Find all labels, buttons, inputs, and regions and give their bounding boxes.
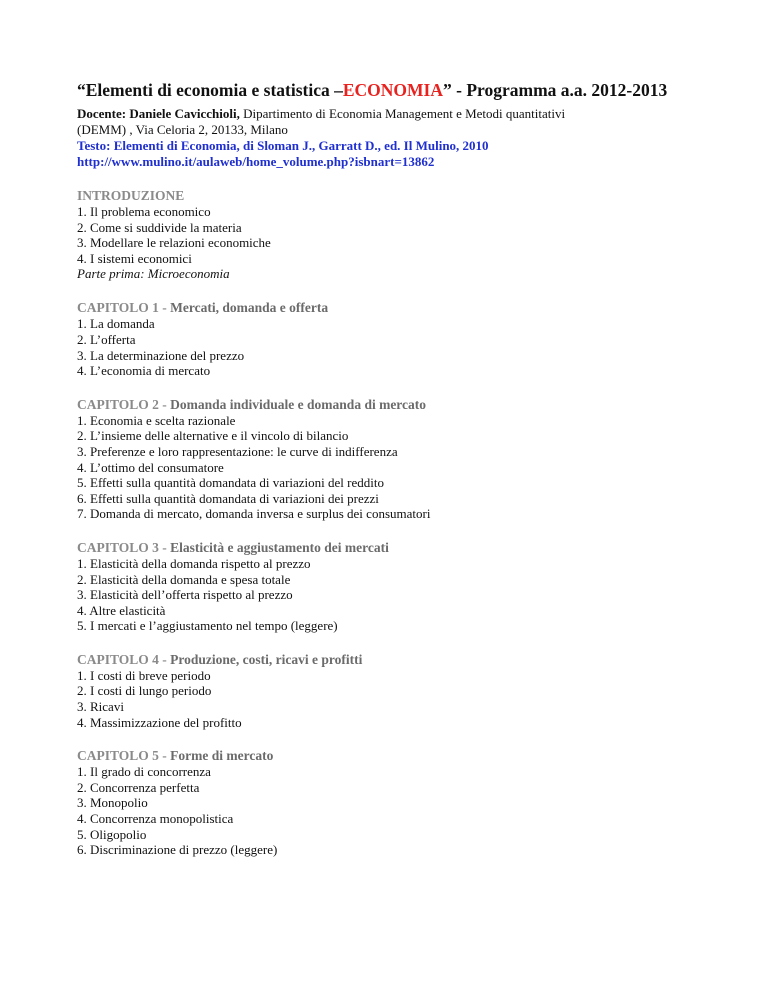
title-text-start: “Elementi di economia e statistica – xyxy=(77,80,343,100)
chapter-title: Elasticità e aggiustamento dei mercati xyxy=(170,539,389,555)
list-item: 5. Effetti sulla quantità domandata di variazioni del reddito xyxy=(77,475,384,491)
chapter-heading xyxy=(77,396,717,413)
intro-list xyxy=(77,204,717,266)
list-item: 1. I costi di breve periodo xyxy=(77,667,211,683)
list-item: 2. L’offerta xyxy=(77,331,136,347)
intro-section xyxy=(77,187,717,282)
list-item: 4. L’ottimo del consumatore xyxy=(77,459,224,475)
docente-line xyxy=(77,106,717,122)
textbook-reference: Testo: Elementi di Economia, di Sloman J., Garratt D., ed. Il Mulino, 2010 xyxy=(77,138,489,153)
list-item: 1. Il problema economico xyxy=(77,204,211,219)
document-page xyxy=(77,80,717,858)
list-item: 3. La determinazione del prezzo xyxy=(77,347,245,363)
chapter-topic-list xyxy=(77,413,717,522)
list-item: 3. Modellare le relazioni economiche xyxy=(77,235,271,251)
part-heading: Parte prima: Microeconomia xyxy=(77,266,230,282)
list-item: 1. Elasticità della domanda rispetto al prezzo xyxy=(77,555,311,571)
list-item: 6. Effetti sulla quantità domandata di variazioni dei prezzi xyxy=(77,490,379,506)
list-item: 2. Come si suddivide la materia xyxy=(77,219,242,235)
list-item: 2. Concorrenza perfetta xyxy=(77,779,200,795)
list-item: 2. L’insieme delle alternative e il vincolo di bilancio xyxy=(77,428,349,444)
list-item: 2. Elasticità della domanda e spesa totale xyxy=(77,571,291,587)
chapter-separator: - xyxy=(158,539,171,555)
list-item: 4. I sistemi economici xyxy=(77,250,192,266)
chapter-topic-list xyxy=(77,556,717,634)
list-item: 4. L’economia di mercato xyxy=(77,363,211,379)
chapter-heading xyxy=(77,299,717,316)
chapter-number: CAPITOLO 2 xyxy=(77,396,159,412)
chapter-title: Forme di mercato xyxy=(170,748,274,764)
list-item: 4. Concorrenza monopolistica xyxy=(77,811,234,827)
chapter-section xyxy=(77,747,717,858)
chapter-separator: - xyxy=(158,300,171,316)
chapter-number: CAPITOLO 1 xyxy=(77,300,159,316)
chapter-title: Produzione, costi, ricavi e profitti xyxy=(170,651,363,667)
list-item: 4. Altre elasticità xyxy=(77,602,166,618)
chapter-section xyxy=(77,299,717,378)
list-item: 1. Il grado di concorrenza xyxy=(77,764,211,780)
chapter-number: CAPITOLO 4 xyxy=(77,651,159,667)
document-title xyxy=(77,80,717,101)
list-item: 3. Preferenze e loro rappresentazione: le curve di indifferenza xyxy=(77,443,398,459)
chapter-heading xyxy=(77,747,717,764)
list-item: 1. La domanda xyxy=(77,316,155,332)
chapter-topic-list xyxy=(77,316,717,378)
list-item: 5. Oligopolio xyxy=(77,826,147,842)
list-item: 5. I mercati e l’aggiustamento nel tempo (leggere) xyxy=(77,618,338,634)
chapter-section xyxy=(77,396,717,522)
docente-info-1: Dipartimento di Economia Management e Metodi quantitativi xyxy=(239,106,566,121)
textbook-link[interactable]: http://www.mulino.it/aulaweb/home_volume.php?isbnart=13862 xyxy=(77,154,435,169)
chapter-section xyxy=(77,651,717,730)
chapter-title: Mercati, domanda e offerta xyxy=(170,300,329,316)
docente-label: Docente: Daniele Cavicchioli, xyxy=(77,106,240,121)
list-item: 6. Discriminazione di prezzo (leggere) xyxy=(77,842,278,858)
chapter-title: Domanda individuale e domanda di mercato xyxy=(170,396,427,412)
title-highlight: ECONOMIA xyxy=(342,80,443,100)
chapter-heading xyxy=(77,539,717,556)
chapter-separator: - xyxy=(158,396,171,412)
list-item: 7. Domanda di mercato, domanda inversa e surplus dei consumatori xyxy=(77,506,431,522)
chapter-separator: - xyxy=(158,748,171,764)
list-item: 3. Ricavi xyxy=(77,699,124,715)
chapter-heading xyxy=(77,651,717,668)
chapter-separator: - xyxy=(158,651,171,667)
list-item: 1. Economia e scelta razionale xyxy=(77,412,236,428)
chapter-section xyxy=(77,539,717,634)
chapter-topic-list xyxy=(77,668,717,730)
list-item: 4. Massimizzazione del profitto xyxy=(77,714,242,730)
chapter-topic-list xyxy=(77,764,717,858)
chapter-number: CAPITOLO 3 xyxy=(77,539,159,555)
chapter-number: CAPITOLO 5 xyxy=(77,748,159,764)
list-item: 3. Elasticità dell’offerta rispetto al prezzo xyxy=(77,587,293,603)
docente-info-2: (DEMM) , Via Celoria 2, 20133, Milano xyxy=(77,122,288,137)
title-text-end: ” - Programma a.a. 2012-2013 xyxy=(443,80,668,100)
list-item: 3. Monopolio xyxy=(77,795,148,811)
list-item: 2. I costi di lungo periodo xyxy=(77,683,212,699)
intro-heading-text: INTRODUZIONE xyxy=(77,188,185,203)
intro-heading xyxy=(77,187,717,204)
